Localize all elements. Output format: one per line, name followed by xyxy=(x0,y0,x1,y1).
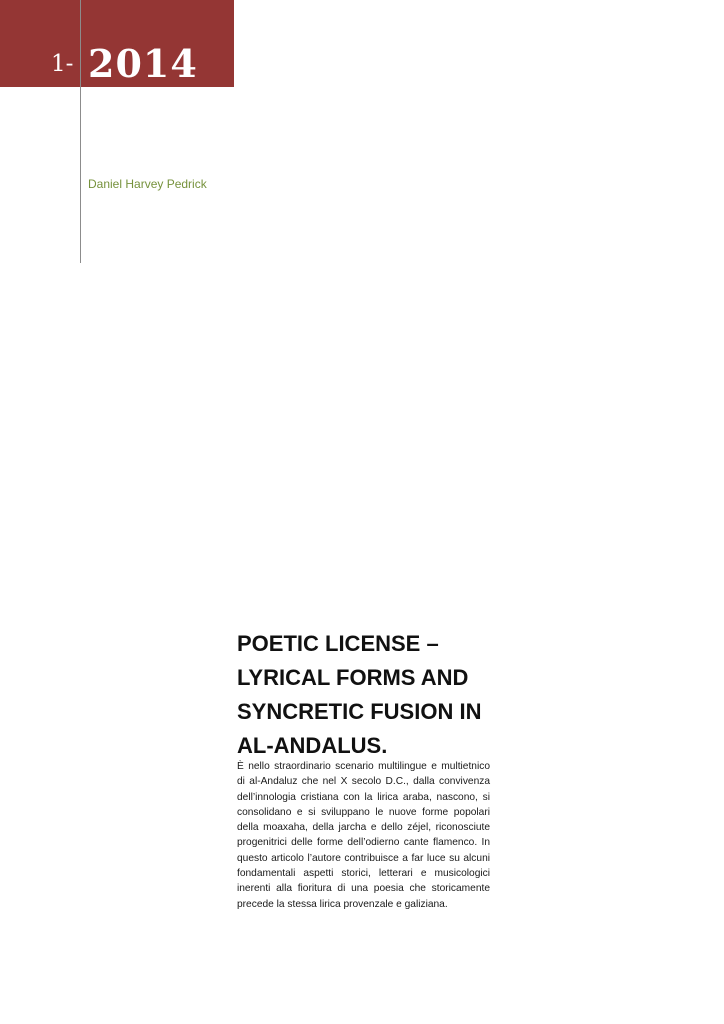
vertical-rule xyxy=(80,0,81,263)
article-abstract: È nello straordinario scenario multilingue e multietnico di al-Andaluz che nel X secolo D.C., dalla convivenza dell’innologia cristiana con la lirica araba, nascono, si consolidano e si sviluppano le nuove forme popolari della moaxaha, della jarcha e dello zéjel, riconosciute progenitrici delle forme dell’odierno cante flamenco. In questo articolo l’autore contribuisce a far luce su alcuni fondamentali aspetti storici, letterari e musicologici inerenti alla fioritura di una poesia che storicamente precede la stessa lirica provenzale e galiziana. xyxy=(237,761,490,910)
publication-year: 2014 xyxy=(88,41,198,86)
issue-number: 1- xyxy=(51,51,74,77)
article-title: POETIC LICENSE – LYRICAL FORMS AND SYNCRETIC FUSION IN AL-ANDALUS. xyxy=(237,631,482,758)
author-name: Daniel Harvey Pedrick xyxy=(88,177,207,191)
